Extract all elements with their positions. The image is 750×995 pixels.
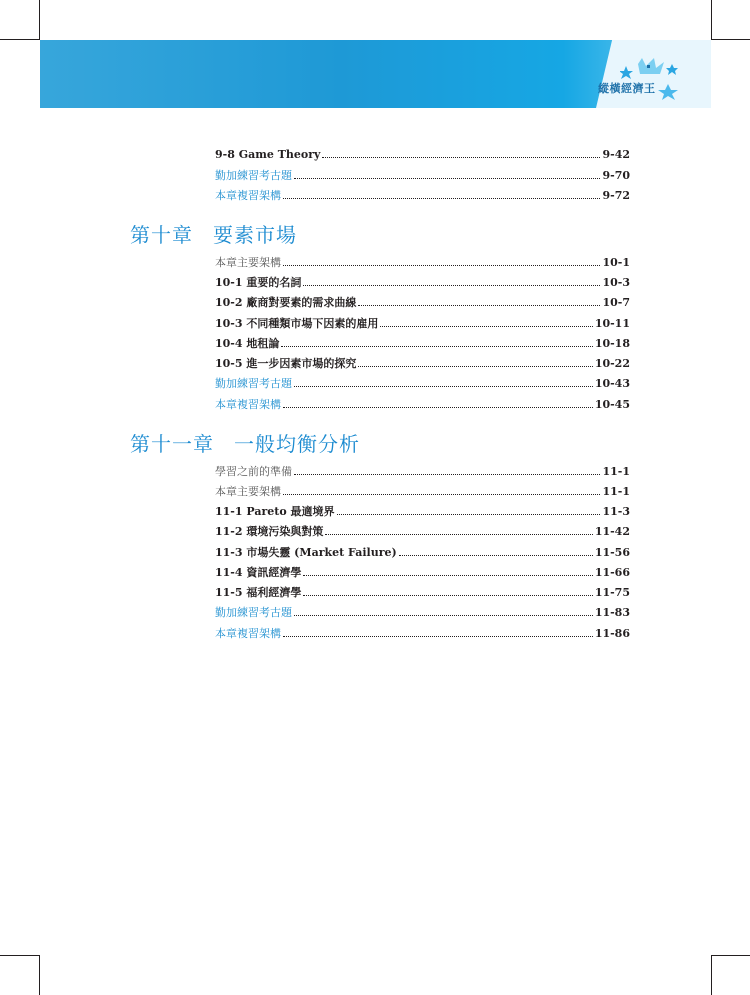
toc-entry[interactable] [215, 373, 630, 393]
toc-entry-page: 9-42 [602, 147, 630, 161]
dot-leader [303, 595, 592, 596]
toc-entry[interactable] [215, 394, 630, 414]
toc-entry[interactable] [215, 165, 630, 185]
toc-entry-page: 11-3 [602, 504, 630, 518]
toc-entry-page: 11-1 [602, 484, 630, 498]
toc-entry[interactable] [215, 481, 630, 501]
toc-entry-title: 11-2 環境污染與對策 [215, 525, 324, 538]
toc-entry-title: 本章複習架構 [215, 189, 281, 202]
toc-entry-page: 11-66 [594, 565, 630, 579]
toc-entry[interactable] [215, 562, 630, 582]
chapter-heading[interactable] [130, 428, 360, 457]
crop-mark [39, 955, 40, 995]
crop-mark [0, 39, 40, 40]
toc-entry[interactable] [215, 542, 630, 562]
dot-leader [283, 636, 593, 637]
toc-entry-title: 10-2 廠商對要素的需求曲線 [215, 296, 357, 309]
dot-leader [281, 346, 592, 347]
dot-leader [283, 198, 600, 199]
toc-entry-page: 11-56 [594, 545, 630, 559]
toc-entry-page: 9-72 [602, 188, 630, 202]
toc-entry-page: 9-70 [602, 168, 630, 182]
toc-entry[interactable] [215, 501, 630, 521]
dot-leader [294, 474, 600, 475]
crop-mark [711, 955, 750, 956]
toc-entry-page: 11-83 [594, 605, 630, 619]
crop-mark [711, 0, 712, 40]
chapter-heading[interactable] [130, 219, 297, 248]
chapter-number: 第十章 [130, 223, 193, 247]
toc-entry-title: 學習之前的準備 [215, 465, 292, 478]
chapter-number: 第十一章 [130, 432, 214, 456]
toc-entry[interactable] [215, 521, 630, 541]
dot-leader [399, 555, 593, 556]
toc-entry-title: 11-3 市場失靈 (Market Failure) [215, 546, 397, 559]
toc-entry-title: 11-1 Pareto 最適境界 [215, 505, 335, 518]
dot-leader [337, 514, 601, 515]
toc-entry[interactable] [215, 252, 630, 272]
toc-entry-title: 10-3 不同種類市場下因素的雇用 [215, 317, 379, 330]
dot-leader [303, 285, 600, 286]
toc-entry-page: 10-22 [594, 356, 630, 370]
dot-leader [325, 534, 592, 535]
toc-entry[interactable] [215, 353, 630, 373]
toc-entry-page: 10-18 [594, 336, 630, 350]
crop-mark [711, 955, 712, 995]
chapter-name: 一般均衡分析 [234, 432, 360, 456]
dot-leader [283, 494, 600, 495]
chapter-name: 要素市場 [213, 223, 297, 247]
toc-entry-page: 11-86 [594, 626, 630, 640]
toc-entry-page: 11-42 [594, 524, 630, 538]
toc-entry-page: 10-45 [594, 397, 630, 411]
toc-entry-title: 9-8 Game Theory [215, 147, 321, 161]
toc-entry[interactable] [215, 292, 630, 312]
dot-leader [283, 407, 593, 408]
toc-entry-page: 10-1 [602, 255, 630, 269]
toc-entry-page: 11-1 [602, 464, 630, 478]
dot-leader [358, 305, 600, 306]
toc-entry-page: 10-7 [602, 295, 630, 309]
toc-entry[interactable] [215, 602, 630, 622]
toc-entry-title: 11-4 資訊經濟學 [215, 566, 302, 579]
toc-entry[interactable] [215, 313, 630, 333]
crop-mark [39, 0, 40, 40]
dot-leader [303, 575, 592, 576]
dot-leader [322, 157, 600, 158]
dot-leader [294, 178, 600, 179]
dot-leader [358, 366, 592, 367]
crop-mark [0, 955, 40, 956]
toc-entry-title: 勤加練習考古題 [215, 169, 292, 182]
toc-entry-title: 10-1 重要的名詞 [215, 276, 302, 289]
toc-entry-title: 本章主要架構 [215, 485, 281, 498]
dot-leader [283, 265, 600, 266]
toc-entry-page: 10-43 [594, 376, 630, 390]
brand-title: 縱橫經濟王 [598, 82, 656, 95]
toc-entry-title: 本章複習架構 [215, 627, 281, 640]
toc-entry[interactable] [215, 333, 630, 353]
toc-entry[interactable] [215, 185, 630, 205]
toc-entry-title: 勤加練習考古題 [215, 377, 292, 390]
dot-leader [294, 386, 593, 387]
crop-mark [711, 39, 750, 40]
toc-entry-title: 勤加練習考古題 [215, 606, 292, 619]
dot-leader [294, 615, 593, 616]
toc-entry[interactable] [215, 582, 630, 602]
toc-entry[interactable] [215, 461, 630, 481]
toc-entry-title: 10-5 進一步因素市場的探究 [215, 357, 357, 370]
toc-entry-title: 本章主要架構 [215, 256, 281, 269]
toc-entry-title: 本章複習架構 [215, 398, 281, 411]
toc-entry-title: 10-4 地租論 [215, 337, 280, 350]
toc-entry-title: 11-5 福利經濟學 [215, 586, 302, 599]
toc-entry[interactable] [215, 623, 630, 643]
dot-leader [380, 326, 592, 327]
toc-entry-page: 10-3 [602, 275, 630, 289]
toc-entry-page: 11-75 [594, 585, 630, 599]
toc-entry[interactable] [215, 144, 630, 164]
toc-entry[interactable] [215, 272, 630, 292]
toc-entry-page: 10-11 [594, 316, 630, 330]
